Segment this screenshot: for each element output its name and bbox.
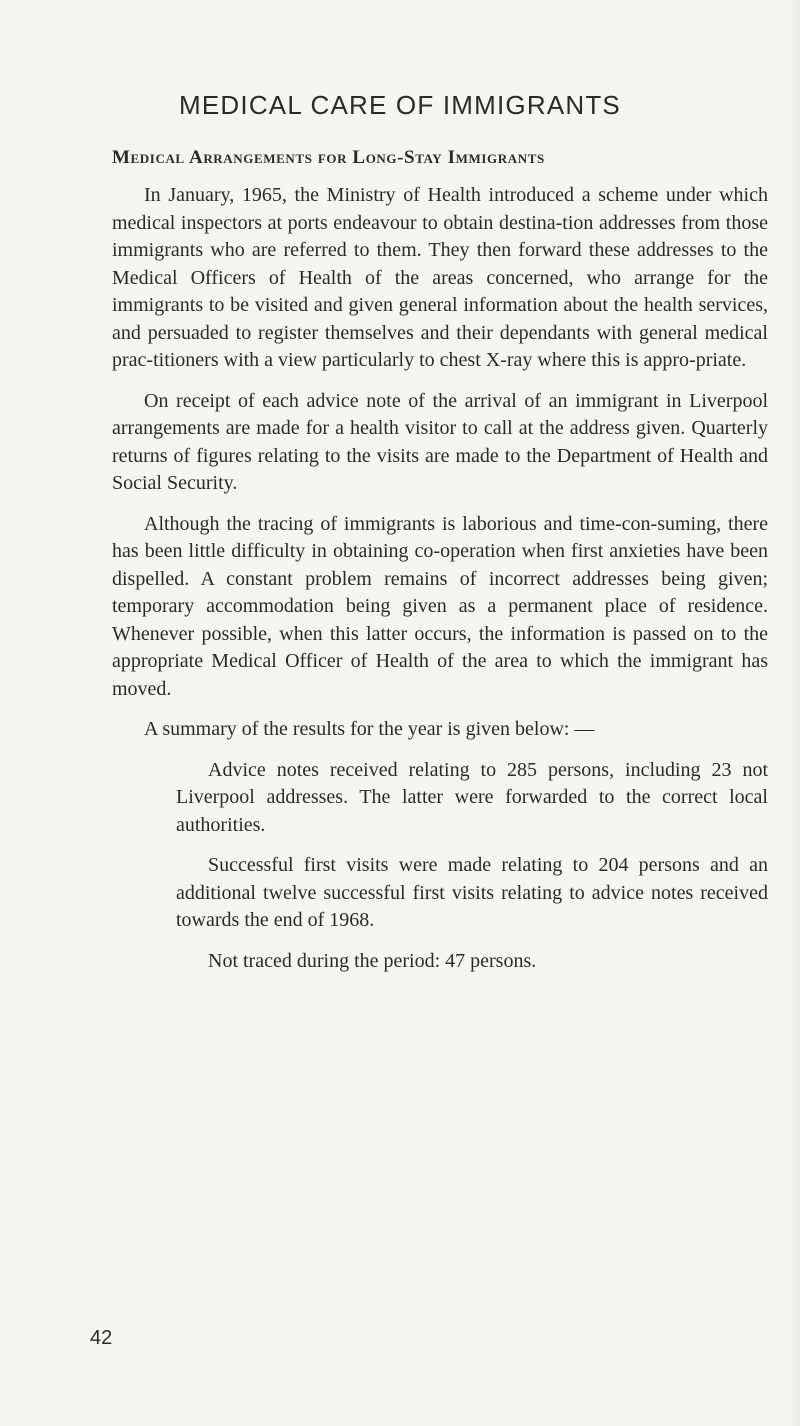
paragraph-liverpool-arrangements: On receipt of each advice note of the arrival of an immigrant in Liverpool arrangements are made for a health visitor to call at the address given. Quarterly returns of figures relating to the visits are made to the Department of Health and Social Security. <box>112 389 768 494</box>
section-heading: Medical Arrangements for Long-Stay Immigrants <box>112 147 545 168</box>
summary-item-first-visits: Successful first visits were made relating to 204 persons and an additional twelve successful first visits relating to advice notes received towards the end of 1968. <box>176 854 768 931</box>
summary-item-not-traced: Not traced during the period: 47 persons. <box>208 949 537 972</box>
body-text <box>112 182 768 988</box>
results-summary <box>176 757 768 976</box>
page-number: 42 <box>90 1327 113 1349</box>
paragraph-summary-intro: A summary of the results for the year is given below: — <box>144 718 595 740</box>
paragraph-scheme-introduction: In January, 1965, the Ministry of Health introduced a scheme under which medical inspectors at ports endeavour to obtain destina-tion addresses from those immigrants who are referred to them. They then forward these addresses to the Medical Officers of Health of the areas concerned, who arrange for the immigrants to be visited and given general information about the health services, and persuaded to register themselves and their dependants with general medical prac-titioners with a view particularly to chest X-ray where this is appro-priate. <box>112 184 768 371</box>
summary-item-advice-notes: Advice notes received relating to 285 persons, including 23 not Liverpool addresses. The latter were forwarded to the correct local authorities. <box>176 758 768 836</box>
page-edge-shadow <box>790 0 800 1426</box>
paragraph-tracing-difficulties: Although the tracing of immigrants is laborious and time-con-suming, there has been little difficulty in obtaining co-operation when first anxieties have been dispelled. A constant problem remains of incorrect addresses being given; temporary accommodation being given as a permanent place of residence. Whenever possible, when this latter occurs, the information is passed on to the appropriate Medical Officer of Health of the area to which the immigrant has moved. <box>112 512 768 700</box>
page-title: MEDICAL CARE OF IMMIGRANTS <box>179 90 621 120</box>
